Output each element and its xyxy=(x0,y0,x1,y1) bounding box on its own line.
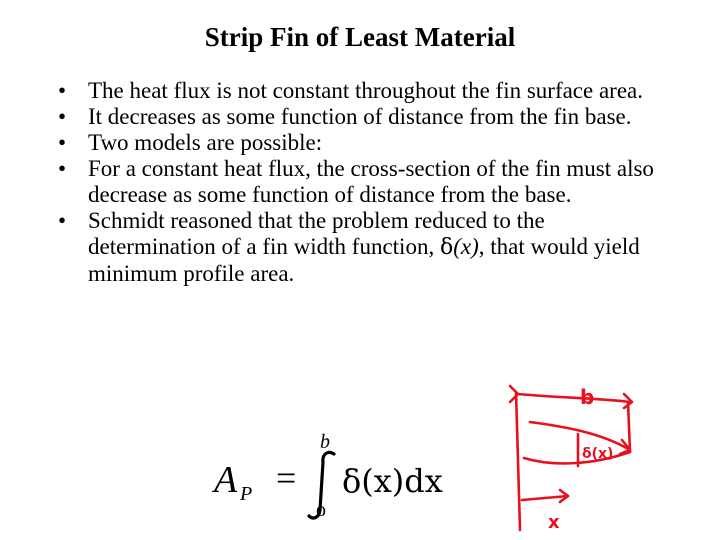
bullet-text: It decreases as some function of distance from the fin base. xyxy=(88,104,632,129)
bullet-marker: • xyxy=(58,130,67,155)
sketch-label-x: x xyxy=(548,512,560,532)
bullet-item xyxy=(52,156,672,208)
integral-upper-limit: b xyxy=(320,431,330,453)
bullet-text: Two models are possible: xyxy=(88,130,323,155)
bullet-text: For a constant heat flux, the cross-section of the fin must also decrease as some function of distance from the base. xyxy=(88,156,654,207)
equation-lhs: A xyxy=(214,459,238,501)
x-dimension-arrow xyxy=(522,496,568,500)
bullet-item xyxy=(52,130,672,156)
bullet-list xyxy=(52,78,672,287)
bullet-item xyxy=(52,78,672,104)
bullet-marker: • xyxy=(58,78,67,103)
bullet-marker: • xyxy=(58,156,67,181)
equation-lhs-subscript: P xyxy=(240,483,253,505)
delta-symbol: δ xyxy=(439,235,454,260)
sketch-strokes xyxy=(510,386,632,530)
bullet-item xyxy=(52,208,672,287)
equation-integrand: δ(x)dx xyxy=(342,462,443,500)
fin-top-edge xyxy=(518,394,630,402)
fin-profile-sketch xyxy=(500,382,650,532)
profile-area-equation xyxy=(210,420,500,530)
equation-graphic xyxy=(210,420,500,530)
sketch-label-b: b xyxy=(580,385,595,409)
fin-profile-curve xyxy=(530,422,630,450)
bullet-text: The heat flux is not constant throughout the fin surface area. xyxy=(88,78,644,103)
bullet-text-post: , that would yield minimum profile area. xyxy=(88,234,640,286)
bullet-marker: • xyxy=(58,104,67,129)
equation-equals: = xyxy=(276,458,297,498)
fin-base-line xyxy=(516,392,520,530)
sketch-label-delta: δ(x) xyxy=(582,446,614,462)
handdrawn-fin-diagram xyxy=(500,382,650,532)
bullet-text-pre: Schmidt reasoned that the problem reduced to the determination of a fin width function, xyxy=(88,208,545,259)
slide-title: Strip Fin of Least Material xyxy=(204,22,516,52)
bullet-item xyxy=(52,104,672,130)
bullet-marker: • xyxy=(58,208,67,233)
function-variable: (x) xyxy=(453,234,479,259)
integral-lower-limit: o xyxy=(316,499,326,521)
fin-tip-line xyxy=(628,402,630,452)
